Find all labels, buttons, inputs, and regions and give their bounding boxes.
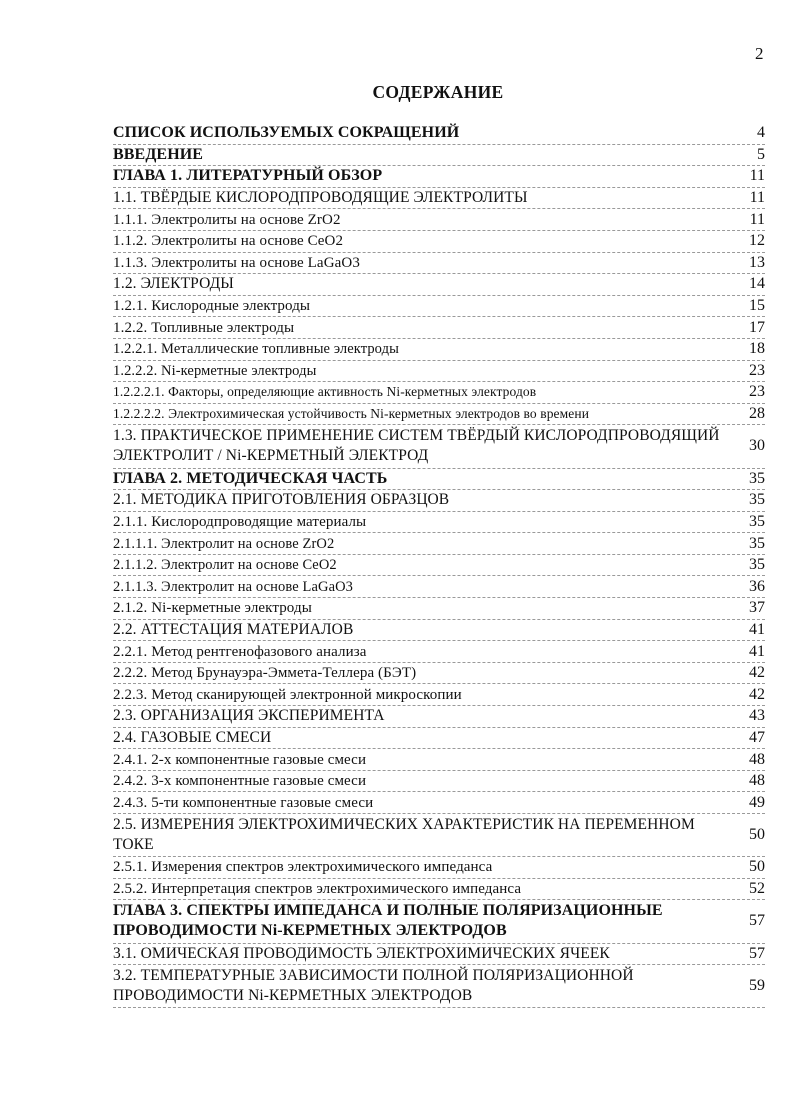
toc-entry-title: 2.1. МЕТОДИКА ПРИГОТОВЛЕНИЯ ОБРАЗЦОВ [113,491,450,509]
toc-entry-title: 1.1.3. Электролиты на основе LaGaO3 [113,254,360,271]
toc-entry-title: 2.4.1. 2-х компонентные газовые смеси [113,751,367,768]
toc-entry-page: 41 [749,642,765,660]
toc-entry [113,749,765,771]
toc-entry-page: 11 [749,189,765,207]
page-title: СОДЕРЖАНИЕ [372,82,504,102]
toc-entry-page: 35 [749,469,765,487]
toc-entry-title: 1.1.2. Электролиты на основе CeO2 [113,233,344,250]
toc-entry [113,382,765,404]
toc-entry [113,123,765,145]
toc-entry [113,490,765,512]
toc-entry-title: 2.4.2. 3-х компонентные газовые смеси [113,773,367,790]
toc-entry-page: 50 [749,826,765,844]
toc-entry-page: 4 [757,124,765,142]
toc-entry-page: 52 [749,880,765,898]
toc-entry-title: 2.1.1.3. Электролит на основе LaGaO3 [113,578,354,595]
toc-entry-title: 2.1.1.2. Электролит на основе CeO2 [113,557,337,574]
toc-entry [113,361,765,383]
toc-entry-title: 3.2. ТЕМПЕРАТУРНЫЕ ЗАВИСИМОСТИ ПОЛНОЙ ПОЛЯРИЗАЦИОННОЙ ПРОВОДИМОСТИ Ni-КЕРМЕТНЫХ ЭЛЕКТРОДОВ [113,967,634,1005]
toc-entry-title: ГЛАВА 2. МЕТОДИЧЕСКАЯ ЧАСТЬ [113,469,388,487]
toc-entry-page: 36 [749,577,765,595]
toc-entry [113,188,765,210]
toc-entry [113,555,765,577]
toc-entry-page: 57 [749,944,765,962]
toc-entry-title: ВВЕДЕНИЕ [113,145,204,163]
toc-entry [113,533,765,555]
toc-entry [113,166,765,188]
page-number: 2 [755,44,764,63]
toc-entry [113,253,765,275]
toc-entry-page: 13 [749,253,765,271]
toc-entry-title: 2.3. ОРГАНИЗАЦИЯ ЭКСПЕРИМЕНТА [113,707,385,725]
toc-entry-title: 2.2.2. Метод Брунауэра-Эммета-Теллера (БЭТ) [113,665,417,682]
toc-entry-page: 37 [749,599,765,617]
toc-entry [113,771,765,793]
toc-entry-page: 35 [749,512,765,530]
toc-entry [113,576,765,598]
toc-entry-page: 48 [749,772,765,790]
toc-entry [113,145,765,167]
toc-entry-title: 2.5. ИЗМЕРЕНИЯ ЭЛЕКТРОХИМИЧЕСКИХ ХАРАКТЕРИСТИК НА ПЕРЕМЕННОМ ТОКЕ [113,816,695,854]
toc-entry-page: 42 [749,685,765,703]
toc-entry-page: 42 [749,664,765,682]
toc-entry-title: 1.2.1. Кислородные электроды [113,298,311,315]
toc-entry-title: ГЛАВА 3. СПЕКТРЫ ИМПЕДАНСА И ПОЛНЫЕ ПОЛЯРИЗАЦИОННЫЕ ПРОВОДИМОСТИ Ni-КЕРМЕТНЫХ ЭЛЕКТРОДОВ [113,902,663,940]
toc-entry-title: 2.5.1. Измерения спектров электрохимического импеданса [113,859,493,876]
toc-entry-title: 1.2.2.2.2. Электрохимическая устойчивость Ni-керметных электродов во времени [113,406,590,422]
toc-entry [113,663,765,685]
toc-entry [113,706,765,728]
toc-entry-page: 23 [749,383,765,401]
toc-entry [113,598,765,620]
toc-entry-page: 28 [749,405,765,423]
toc-entry [113,425,765,468]
table-of-contents [113,123,765,1008]
toc-entry-title: 2.4.3. 5-ти компонентные газовые смеси [113,794,374,811]
toc-entry-page: 23 [749,361,765,379]
toc-entry-title: 1.2.2.2.1. Факторы, определяющие активность Ni-керметных электродов [113,384,537,400]
toc-entry-page: 30 [749,437,765,455]
toc-entry-page: 47 [749,728,765,746]
toc-entry-page: 48 [749,750,765,768]
toc-entry [113,296,765,318]
toc-entry-page: 35 [749,556,765,574]
toc-entry-page: 12 [749,232,765,250]
toc-entry-title: 2.4. ГАЗОВЫЕ СМЕСИ [113,728,272,746]
toc-entry-page: 41 [749,620,765,638]
toc-entry [113,339,765,361]
toc-entry-page: 11 [749,210,765,228]
toc-entry-page: 49 [749,793,765,811]
toc-entry-page: 59 [749,977,765,995]
toc-entry-title: 1.1. ТВЁРДЫЕ КИСЛОРОДПРОВОДЯЩИЕ ЭЛЕКТРОЛИТЫ [113,189,528,207]
toc-entry-page: 17 [749,318,765,336]
toc-entry [113,620,765,642]
toc-entry-title: 1.1.1. Электролиты на основе ZrO2 [113,211,341,228]
toc-entry [113,684,765,706]
toc-entry-title: 2.2.1. Метод рентгенофазового анализа [113,643,367,660]
toc-entry-page: 43 [749,707,765,725]
toc-entry-page: 5 [757,145,765,163]
toc-entry-title: 2.2. АТТЕСТАЦИЯ МАТЕРИАЛОВ [113,620,354,638]
toc-entry-page: 18 [749,340,765,358]
toc-entry-page: 11 [749,167,765,185]
toc-entry [113,814,765,857]
toc-entry-page: 50 [749,858,765,876]
toc-entry [113,512,765,534]
toc-entry [113,317,765,339]
toc-entry-title: 2.1.1.1. Электролит на основе ZrO2 [113,535,335,552]
toc-entry-title: 1.2.2.2. Ni-керметные электроды [113,362,317,379]
toc-entry [113,274,765,296]
toc-entry-page: 35 [749,534,765,552]
toc-entry [113,231,765,253]
toc-entry-title: 1.3. ПРАКТИЧЕСКОЕ ПРИМЕНЕНИЕ СИСТЕМ ТВЁРДЫЙ КИСЛОРОДПРОВОДЯЩИЙ ЭЛЕКТРОЛИТ / Ni-КЕРМЕТНЫЙ ЭЛЕКТРОД [113,427,720,465]
toc-entry-title: 1.2.2. Топливные электроды [113,319,295,336]
toc-entry [113,209,765,231]
toc-entry-title: 1.2.2.1. Металлические топливные электроды [113,341,399,358]
toc-entry-title: СПИСОК ИСПОЛЬЗУЕМЫХ СОКРАЩЕНИЙ [113,124,460,142]
toc-entry-title: 2.1.2. Ni-керметные электроды [113,600,312,617]
toc-entry-title: 2.1.1. Кислородпроводящие материалы [113,513,367,530]
toc-entry-page: 35 [749,491,765,509]
toc-entry [113,944,765,966]
toc-entry [113,879,765,901]
toc-entry-page: 57 [749,912,765,930]
toc-entry [113,641,765,663]
toc-entry-title: 2.2.3. Метод сканирующей электронной микроскопии [113,686,462,703]
toc-entry [113,965,765,1008]
toc-entry [113,792,765,814]
toc-entry-title: ГЛАВА 1. ЛИТЕРАТУРНЫЙ ОБЗОР [113,167,383,185]
toc-entry [113,728,765,750]
toc-entry-title: 1.2. ЭЛЕКТРОДЫ [113,275,234,293]
toc-entry-title: 3.1. ОМИЧЕСКАЯ ПРОВОДИМОСТЬ ЭЛЕКТРОХИМИЧЕСКИХ ЯЧЕЕК [113,944,610,962]
toc-entry-page: 14 [749,275,765,293]
toc-entry [113,900,765,943]
toc-entry [113,857,765,879]
toc-entry-title: 2.5.2. Интерпретация спектров электрохимического импеданса [113,881,522,898]
toc-entry [113,469,765,491]
toc-entry-page: 15 [749,297,765,315]
toc-entry [113,404,765,426]
